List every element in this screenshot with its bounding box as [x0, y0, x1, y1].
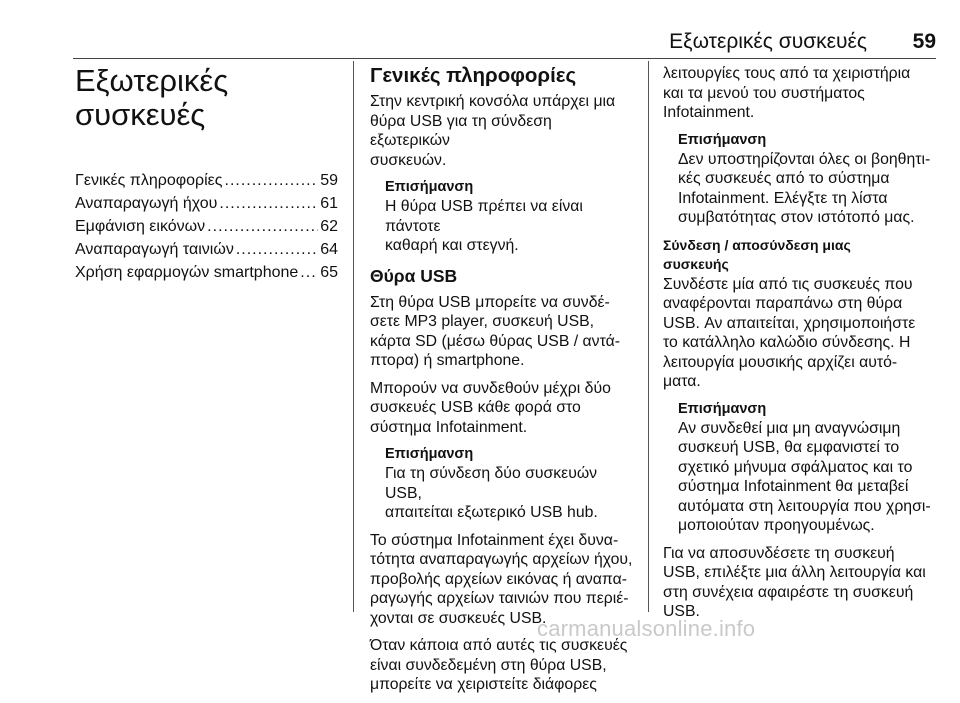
toc-entry-page: 62 — [320, 218, 338, 235]
usb-paragraph-1 — [370, 293, 636, 371]
toc-entry-audio-playback[interactable] — [75, 193, 338, 215]
text-line: το κατάλληλο καλώδιο σύνδεσης. Η — [663, 334, 911, 351]
header-rule — [73, 58, 936, 59]
text-line: κές συσκευές από το σύστημα — [678, 170, 890, 187]
text-line: ραγωγής αρχείων ταινιών που περιέ- — [370, 590, 629, 607]
text-line: στη συνέχεια αφαιρέστε τη συσκευή — [663, 583, 914, 601]
watermark: carmanualsonline.info — [537, 616, 756, 641]
note-label: Επισήμανση — [385, 179, 474, 195]
intro-paragraph — [370, 92, 636, 170]
toc-entry-title: Γενικές πληροφορίες — [75, 172, 223, 189]
text-line: Infotainment. — [663, 104, 755, 121]
toc-entry-title: Εμφάνιση εικόνων — [75, 218, 206, 235]
connect-paragraph — [663, 275, 935, 392]
text-line: σετε MP3 player, συσκευή USB, — [370, 313, 595, 330]
toc-entry-title: Χρήση εφαρμογών smartphone — [75, 264, 299, 281]
toc-entry-movie-playback[interactable] — [75, 239, 338, 261]
text-line: Μπορούν να συνδεθούν μέχρι δύο — [370, 379, 611, 397]
text-line: Αν συνδεθεί μια μη αναγνώσιμη — [678, 419, 901, 437]
text-line: Δεν υποστηρίζονται όλες οι βοηθητι- — [678, 150, 931, 168]
text-line: μπορείτε να χειριστείτε διάφορες — [370, 676, 597, 693]
text-line: Όταν κάποια από αυτές τις συσκευές — [370, 637, 628, 654]
text-line: είναι συνδεδεμένη στη θύρα USB, — [370, 656, 607, 674]
section-heading-usb-port: Θύρα USB — [370, 265, 458, 286]
note-label: Επισήμανση — [678, 131, 767, 148]
chapter-title-line: συσκευές — [75, 97, 206, 132]
text-line: συσκευών. — [370, 151, 447, 169]
text-line: USB. — [663, 603, 700, 620]
text-line: προβολής αρχείων εικόνας ή αναπα- — [370, 570, 627, 588]
disconnect-paragraph — [663, 544, 935, 622]
text-line: συμβατότητας στον ιστότοπό μας. — [678, 209, 915, 226]
section-heading-general-info: Γενικές πληροφορίες — [370, 64, 577, 87]
toc-entry-title: Αναπαραγωγή ήχου — [75, 195, 218, 212]
toc-leader-dots — [225, 170, 319, 192]
toc-leader-dots — [300, 262, 318, 284]
page-number: 59 — [912, 30, 936, 53]
toc-leader-dots — [207, 216, 318, 238]
note-usb-hub — [385, 445, 636, 523]
text-line: Το σύστημα Infotainment έχει δυνα- — [370, 531, 619, 549]
text-line: συσκευές USB κάθε φορά στο — [370, 399, 581, 416]
text-line: χονται σε συσκευές USB. — [370, 609, 547, 627]
text-line: καθαρή και στεγνή. — [385, 237, 519, 254]
table-of-contents — [75, 170, 338, 284]
note-usb-clean — [385, 178, 636, 256]
note-label: Επισήμανση — [678, 400, 767, 417]
chapter-title-line: Εξωτερικές — [75, 63, 229, 98]
subheading-connect-disconnect — [663, 236, 935, 274]
text-line: USB. Αν απαιτείται, χρησιμοποιήστε — [663, 314, 916, 332]
toc-entry-page: 65 — [320, 264, 338, 281]
text-line: σύστημα Infotainment θα μεταβεί — [678, 478, 909, 495]
text-line: Σύνδεση / αποσύνδεση μιας — [663, 236, 851, 253]
continuation-paragraph — [663, 64, 935, 123]
column-divider-2 — [648, 61, 649, 612]
chapter-title — [75, 64, 338, 132]
text-line: απαιτείται εξωτερικό USB hub. — [385, 504, 598, 521]
text-line: αναφέρονται παραπάνω στη θύρα — [663, 295, 903, 312]
text-line: πτορα) ή smartphone. — [370, 352, 525, 369]
running-header-title: Εξωτερικές συσκευές — [669, 30, 867, 53]
text-line: Στη θύρα USB μπορείτε να συνδέ- — [370, 293, 610, 311]
text-line: και τα μενού του συστήματος — [663, 84, 865, 102]
content-column-2 — [370, 64, 636, 703]
toc-entry-title: Αναπαραγωγή ταινιών — [75, 241, 234, 258]
content-column-3 — [663, 64, 935, 630]
text-line: σχετικό μήνυμα σφάλματος και το — [678, 458, 913, 476]
text-line: ματα. — [663, 373, 701, 390]
text-line: Infotainment. Ελέγξτε τη λίστα — [678, 189, 888, 207]
text-line: Η θύρα USB πρέπει να είναι πάντοτε — [385, 198, 583, 235]
text-line: Συνδέστε μία από τις συσκευές που — [663, 275, 913, 293]
usb-paragraph-2 — [370, 379, 636, 438]
text-line: κάρτα SD (μέσω θύρας USB / αντά- — [370, 332, 620, 350]
toc-entry-page: 61 — [320, 195, 338, 212]
text-line: Για να αποσυνδέσετε τη συσκευή — [663, 544, 895, 562]
text-line: σύστημα Infotainment. — [370, 418, 528, 436]
usb-paragraph-3 — [370, 531, 636, 629]
toc-entry-page: 59 — [320, 172, 338, 189]
usb-paragraph-4 — [370, 636, 636, 695]
column-divider-1 — [353, 61, 354, 612]
note-unreadable-device — [678, 400, 935, 536]
text-line: λειτουργία μουσικής αρχίζει αυτό- — [663, 353, 898, 371]
toc-leader-dots — [219, 193, 318, 215]
text-line: μοποιούταν προηγουμένως. — [678, 517, 875, 534]
note-label: Επισήμανση — [385, 446, 474, 462]
note-compatibility — [678, 131, 935, 228]
toc-entry-page: 64 — [320, 241, 338, 258]
text-line: αυτόματα στη λειτουργία που χρησι- — [678, 497, 931, 515]
text-line: Στην κεντρική κονσόλα υπάρχει μια — [370, 93, 616, 110]
toc-entry-smartphone-apps[interactable] — [75, 262, 338, 284]
text-line: USB, επιλέξτε μια άλλη λειτουργία και — [663, 564, 926, 581]
toc-entry-image-display[interactable] — [75, 216, 338, 238]
text-line: τότητα αναπαραγωγής αρχείων ήχου, — [370, 551, 633, 568]
text-line: συσκευή USB, θα εμφανιστεί το — [678, 439, 900, 456]
chapter-column — [75, 64, 338, 285]
text-line: συσκευής — [663, 255, 729, 272]
text-line: θύρα USB για τη σύνδεση εξωτερικών — [370, 112, 552, 149]
text-line: Για τη σύνδεση δύο συσκευών USB, — [385, 465, 598, 502]
text-line: λειτουργίες τους από τα χειριστήρια — [663, 65, 911, 82]
toc-entry-general-info[interactable] — [75, 170, 338, 192]
toc-leader-dots — [236, 239, 318, 261]
